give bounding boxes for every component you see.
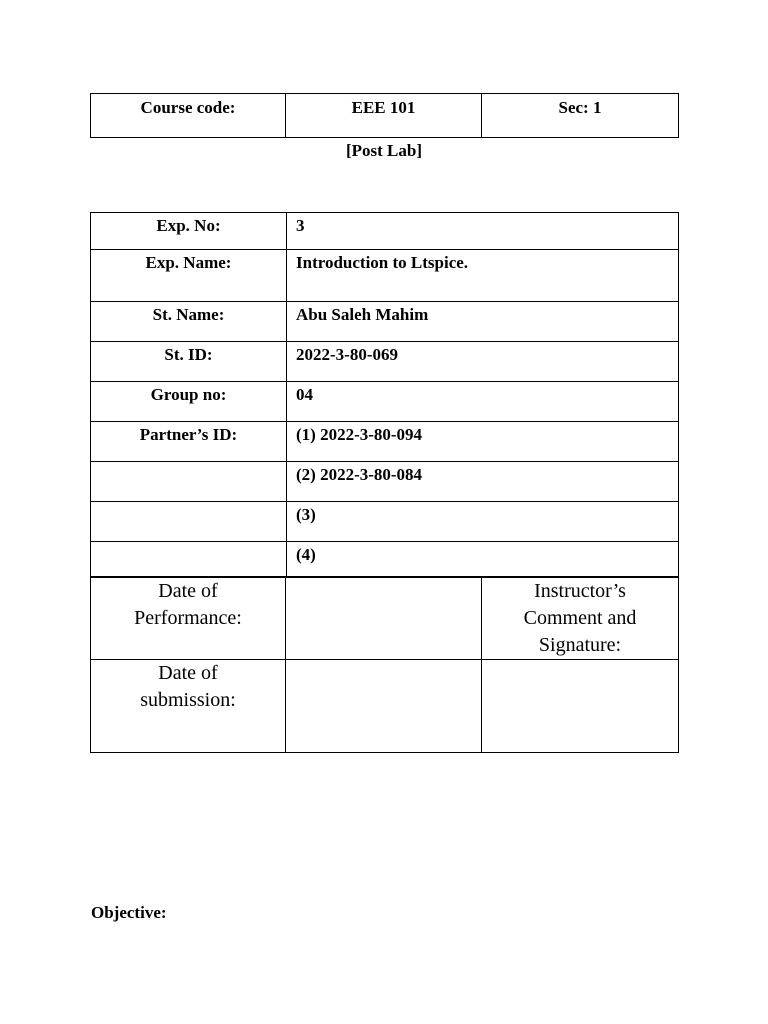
student-name-value: Abu Saleh Mahim [287, 302, 679, 342]
dates-table [90, 576, 679, 753]
group-no-value: 04 [287, 382, 679, 422]
submission-label-line-1: Date of [158, 662, 218, 684]
post-lab-title: [Post Lab] [345, 141, 423, 160]
objective-heading: Objective: [91, 903, 167, 922]
experiment-info-table [90, 212, 679, 577]
date-of-submission-label [91, 660, 286, 753]
group-no-label: Group no: [91, 382, 287, 422]
date-of-performance-label [91, 577, 286, 660]
empty-label-cell [91, 542, 287, 577]
course-code-value: EEE 101 [286, 94, 482, 138]
partner-id-4: (4) [287, 542, 679, 577]
instructor-label-line-1: Instructor’s [534, 580, 626, 602]
student-id-label: St. ID: [91, 342, 287, 382]
instructor-comment-label [482, 577, 679, 660]
instructor-label-line-2: Comment and [523, 607, 637, 629]
instructor-label-line-3: Signature: [538, 634, 622, 656]
exp-name-label: Exp. Name: [91, 250, 287, 302]
date-of-submission-value [286, 660, 482, 753]
partner-id-1: (1) 2022-3-80-094 [287, 422, 679, 462]
student-name-label: St. Name: [91, 302, 287, 342]
exp-name-value: Introduction to Ltspice. [287, 250, 679, 302]
course-header-table [90, 93, 679, 138]
empty-label-cell [91, 462, 287, 502]
performance-label-line-1: Date of [158, 580, 218, 602]
section-value: Sec: 1 [482, 94, 679, 138]
instructor-signature-value [482, 660, 679, 753]
partner-id-label: Partner’s ID: [91, 422, 287, 462]
exp-no-value: 3 [287, 213, 679, 250]
partner-id-2: (2) 2022-3-80-084 [287, 462, 679, 502]
partner-id-3: (3) [287, 502, 679, 542]
submission-label-line-2: submission: [140, 689, 236, 711]
course-code-label: Course code: [91, 94, 286, 138]
date-of-performance-value [286, 577, 482, 660]
exp-no-label: Exp. No: [91, 213, 287, 250]
empty-label-cell [91, 502, 287, 542]
performance-label-line-2: Performance: [134, 607, 242, 629]
student-id-value: 2022-3-80-069 [287, 342, 679, 382]
